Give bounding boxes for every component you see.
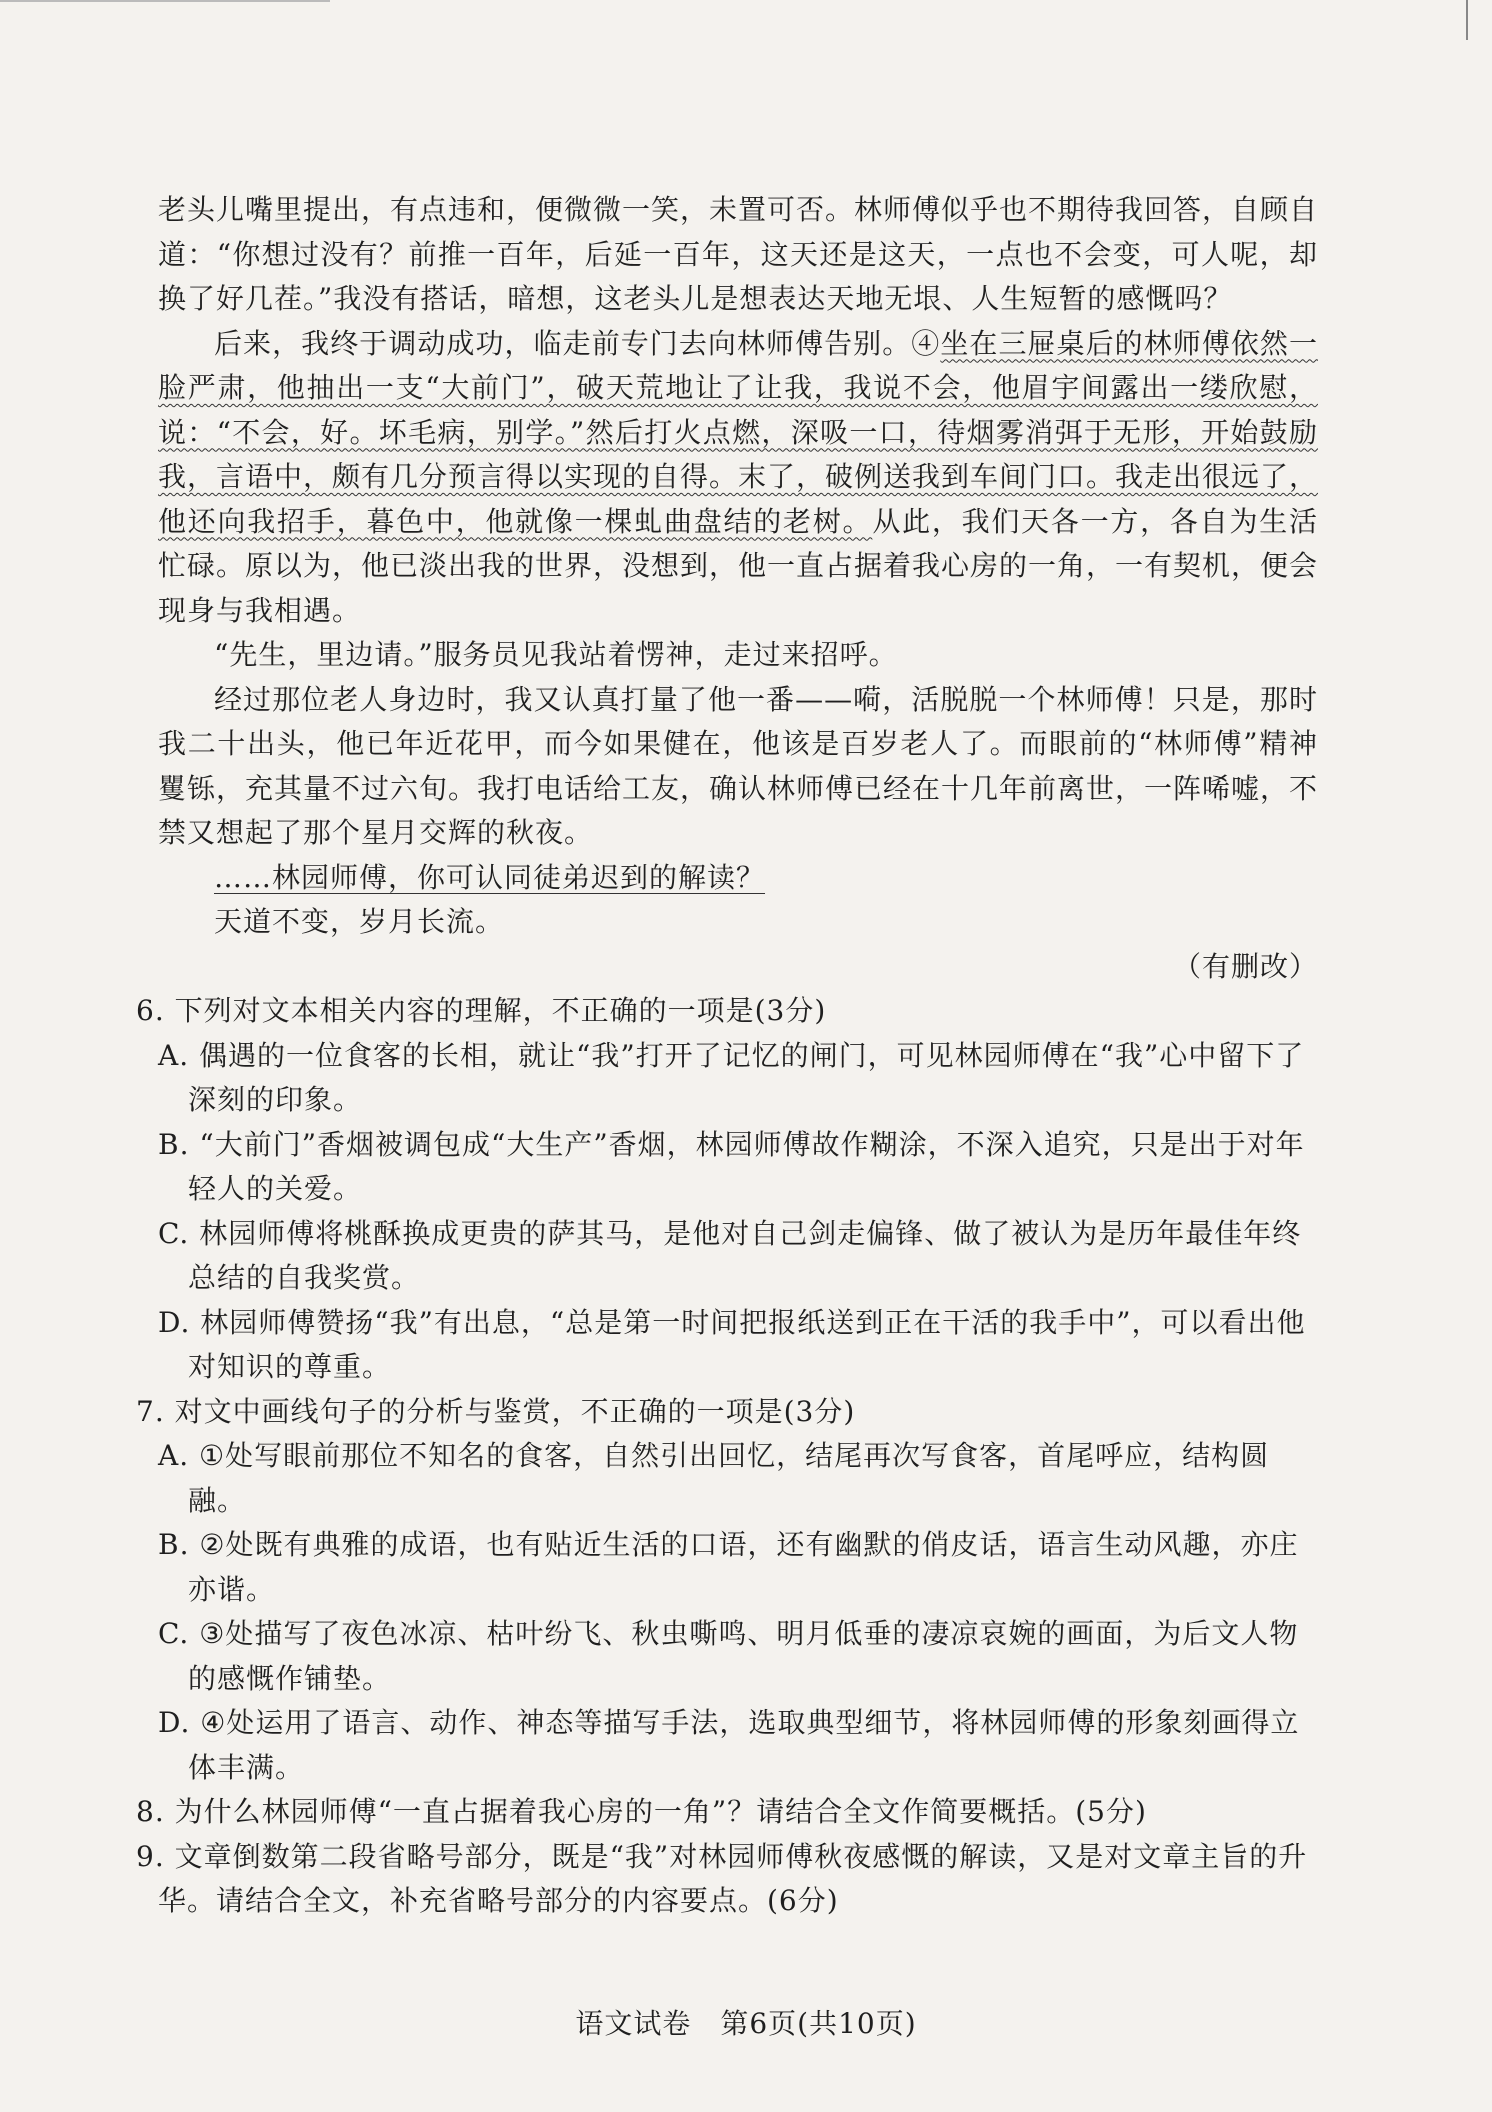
source-note: （有删改） bbox=[1172, 949, 1318, 983]
underlined-ellipsis-sentence: ……林园师傅，你可认同徒弟迟到的解读？ bbox=[214, 860, 766, 894]
passage-paragraph-5 bbox=[158, 856, 1318, 901]
p2-tail: 从此，我们天各一方，各自为生活忙碌。原以为，他已淡出我的世界，没想到，他一直占据着我心房的一角，一有契机，便会现身与我相遇。 bbox=[158, 504, 1319, 627]
scan-edge-line bbox=[0, 0, 330, 2]
question-7 bbox=[136, 1390, 1318, 1791]
scan-corner-mark bbox=[1466, 0, 1468, 40]
option-c: C. ③处描写了夜色冰凉、枯叶纷飞、秋虫嘶鸣、明月低垂的凄凉哀婉的画面，为后文人物的感慨作铺垫。 bbox=[158, 1617, 1299, 1695]
option-a: A. 偶遇的一位食客的长相，就让“我”打开了记忆的闸门，可见林园师傅在“我”心中留下了深刻的印象。 bbox=[158, 1038, 1305, 1116]
passage-paragraph-3: “先生，里边请。”服务员见我站着愣神，走过来招呼。 bbox=[214, 638, 898, 671]
option-c: C. 林园师傅将桃酥换成更贵的萨其马，是他对自己剑走偏锋、做了被认为是历年最佳年终总结的自我奖赏。 bbox=[158, 1216, 1302, 1294]
passage-paragraph-1: 老头儿嘴里提出，有点违和，便微微一笑，未置可否。林师傅似乎也不期待我回答，自顾自道：“你想过没有？前推一百年，后延一百年，这天还是这天，一点也不会变，可人呢，却换了好几茬。”我没有搭话，暗想，这老头儿是想表达天地无垠、人生短暂的感慨吗？ bbox=[158, 193, 1319, 315]
option-a: A. ①处写眼前那位不知名的食客，自然引出回忆，结尾再次写食客，首尾呼应，结构圆融。 bbox=[158, 1439, 1270, 1517]
question-stem: 6. 下列对文本相关内容的理解，不正确的一项是(3分) bbox=[136, 994, 827, 1027]
question-8 bbox=[136, 1790, 1318, 1835]
question-stem: 7. 对文中画线句子的分析与鉴赏，不正确的一项是(3分) bbox=[136, 1394, 856, 1428]
p2-lead: 后来，我终于调动成功，临走前专门去向林师傅告别。④ bbox=[214, 326, 941, 360]
question-9 bbox=[136, 1835, 1318, 1924]
passage-paragraph-6: 天道不变，岁月长流。 bbox=[214, 905, 505, 938]
question-stem: 8. 为什么林园师傅“一直占据着我心房的一角”？请结合全文作简要概括。(5分) bbox=[136, 1795, 1147, 1828]
question-stem: 9. 文章倒数第二段省略号部分，既是“我”对林园师傅秋夜感慨的解读，又是对文章主旨的升华。请结合全文，补充省略号部分的内容要点。(6分) bbox=[136, 1839, 1308, 1917]
option-d: D. ④处运用了语言、动作、神态等描写手法，选取典型细节，将林园师傅的形象刻画得立体丰满。 bbox=[158, 1706, 1300, 1784]
page-content bbox=[136, 188, 1319, 1924]
page-footer: 语文试卷 第6页(共10页) bbox=[575, 2007, 917, 2040]
option-d: D. 林园师傅赞扬“我”有出息，“总是第一时间把报纸送到正在干活的我手中”，可以看出他对知识的尊重。 bbox=[158, 1305, 1306, 1383]
option-b: B. “大前门”香烟被调包成“大生产”香烟，林园师傅故作糊涂，不深入追究，只是出于对年轻人的关爱。 bbox=[158, 1127, 1305, 1205]
passage-paragraph-4: 经过那位老人身边时，我又认真打量了他一番——嗬，活脱脱一个林师傅！只是，那时我二十出头，他已年近花甲，而今如果健在，他该是百岁老人了。而眼前的“林师傅”精神矍铄，充其量不过六旬。我打电话给工友，确认林师傅已经在十几年前离世，一阵唏嘘，不禁又想起了那个星月交辉的秋夜。 bbox=[158, 682, 1319, 849]
passage-paragraph-2 bbox=[158, 322, 1318, 634]
question-6 bbox=[136, 989, 1318, 1390]
option-b: B. ②处既有典雅的成语，也有贴近生活的口语，还有幽默的俏皮话，语言生动风趣，亦庄亦谐。 bbox=[158, 1528, 1299, 1606]
underlined-sentence-4: 坐在三屉桌后的林师傅依然一脸严肃，他抽出一支“大前门”，破天荒地让了让我，我说不会，他眉宇间露出一缕欣慰，说：“不会，好。坏毛病，别学。”然后打火点燃，深吸一口，待烟雾消弭于无形，开始鼓励我，言语中，颇有几分预言得以实现的自得。末了，破例送我到车间门口。我走出很远了，他还向我招手，暮色中，他就像一棵虬曲盘结的老树。 bbox=[158, 326, 1319, 538]
